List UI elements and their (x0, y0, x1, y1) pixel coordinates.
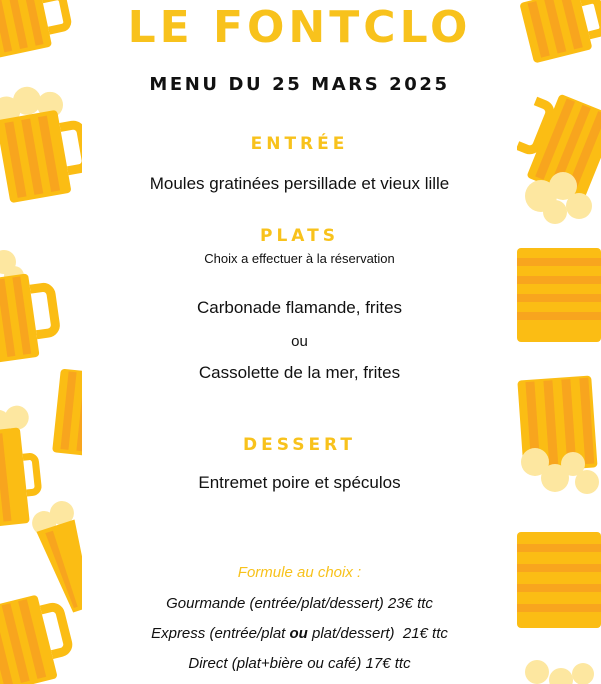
entree-dish: Moules gratinées persillade et vieux lille (149, 174, 450, 193)
left-beer-border (0, 0, 82, 684)
beer-mug-icon (517, 532, 601, 628)
beer-foam-icon (525, 660, 594, 684)
entree-title: ENTRÉE (250, 134, 349, 154)
beer-mug-icon (0, 404, 42, 526)
beer-mug-icon (0, 271, 59, 365)
menu-content (82, 0, 517, 684)
dessert-dish: Entremet poire et spéculos (198, 473, 401, 492)
formula-direct: Direct (plat+bière ou café) 17€ ttc (188, 655, 411, 672)
beer-mug-icon (0, 79, 82, 204)
plats-title: PLATS (260, 226, 339, 246)
plat-option-1: Carbonade flamande, frites (196, 298, 403, 317)
formula-express-end: plat/dessert) 21€ ttc (307, 625, 448, 642)
beer-mug-icon (52, 369, 82, 457)
restaurant-name: LE FONTCLO (127, 2, 472, 53)
beer-mug-icon (0, 0, 72, 58)
formula-express-start: Express (entrée/plat (151, 625, 290, 642)
right-beer-border (517, 0, 601, 684)
beer-mug-icon (519, 0, 601, 63)
formula-express-ou: ou (289, 625, 308, 642)
beer-mug-icon (517, 248, 601, 342)
menu-date-heading: MENU DU 25 MARS 2025 (149, 74, 450, 95)
dessert-title: DESSERT (243, 435, 356, 455)
formula-express (82, 624, 517, 644)
plat-option-2: Cassolette de la mer, frites (198, 363, 401, 382)
beer-mug-icon (0, 590, 75, 684)
formula-gourmande: Gourmande (entrée/plat/dessert) 23€ ttc (166, 595, 433, 612)
plats-note: Choix a effectuer à la réservation (204, 251, 395, 266)
formula-title: Formule au choix : (237, 564, 362, 581)
plat-separator: ou (291, 333, 308, 350)
